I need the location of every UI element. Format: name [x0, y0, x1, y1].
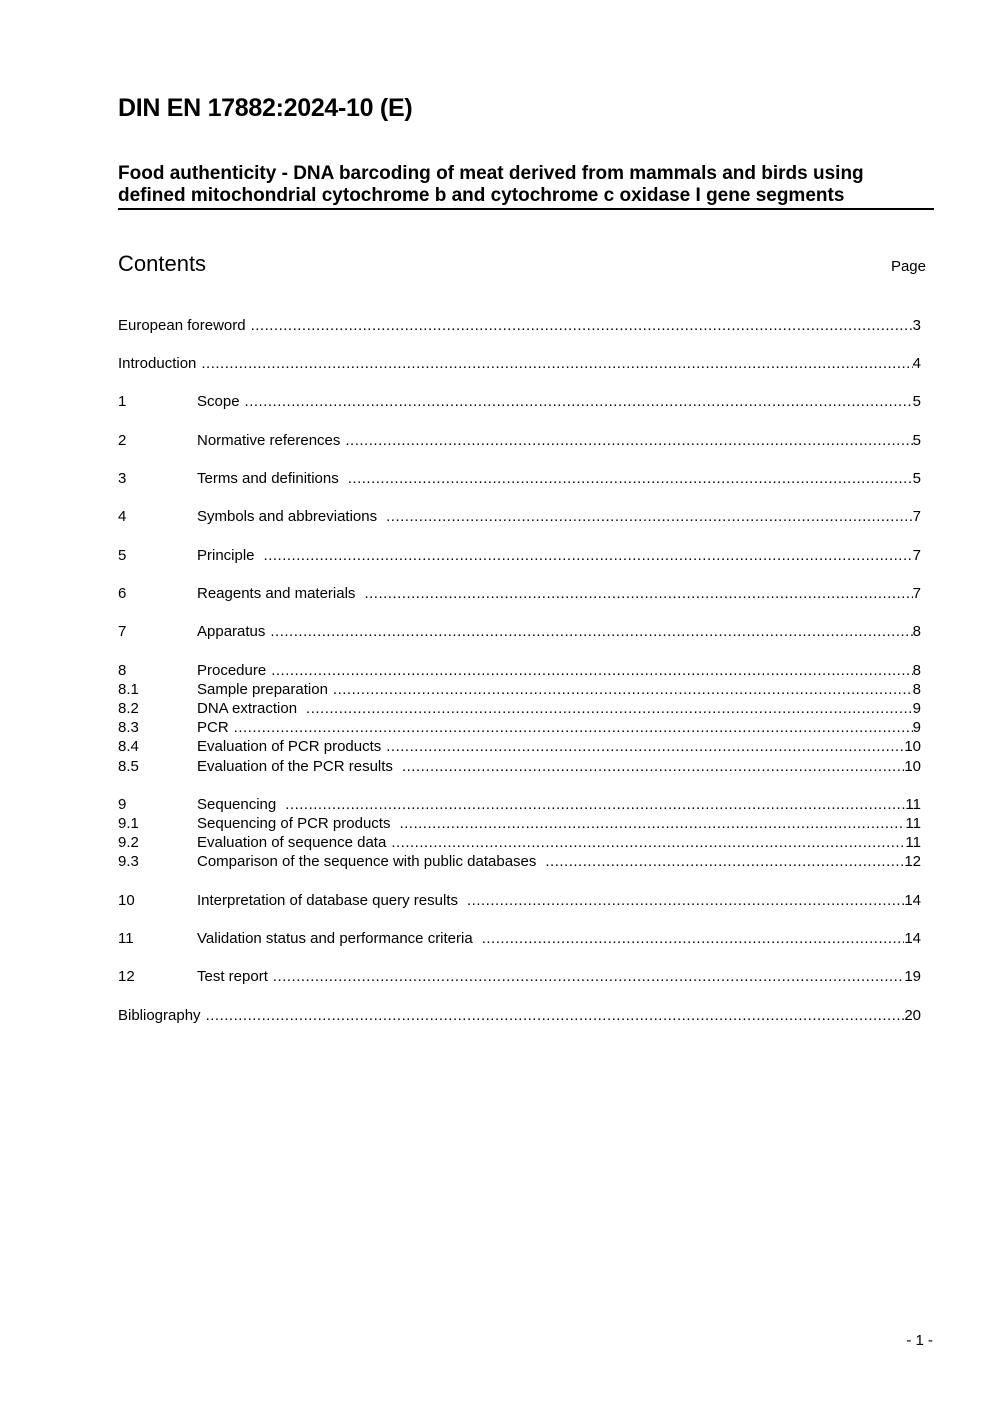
- toc-entry-page: 3: [912, 317, 921, 334]
- toc-entry-title: Apparatus: [197, 623, 266, 640]
- toc-entry-page: 20: [904, 1007, 921, 1024]
- toc-dot-leader: [333, 680, 913, 699]
- toc-entry-number: 8.1: [118, 681, 139, 698]
- toc-entry-8-3-pcr[interactable]: [118, 718, 921, 737]
- toc-entry-page: 14: [904, 892, 921, 909]
- toc-entry-page: 4: [912, 355, 921, 372]
- toc-dot-leader: [245, 392, 913, 411]
- toc-entry-number: 8.3: [118, 719, 139, 736]
- toc-entry-number: 7: [118, 623, 127, 640]
- toc-dot-leader: [273, 967, 904, 986]
- toc-entry-page: 9: [912, 719, 921, 736]
- toc-dot-leader: [399, 814, 905, 833]
- toc-entry-title: Comparison of the sequence with public databases: [197, 853, 537, 870]
- toc-entry-number: 4: [118, 508, 127, 525]
- toc-entry-5-principle[interactable]: [118, 546, 921, 565]
- toc-entry-number: 12: [118, 968, 135, 985]
- toc-entry-8-4-evaluation-of-pcr-products[interactable]: [118, 737, 921, 756]
- toc-entry-page: 11: [905, 815, 921, 832]
- toc-entry-10-interpretation-of-database-query-results[interactable]: [118, 891, 921, 910]
- toc-entry-1-scope[interactable]: [118, 392, 921, 411]
- toc-entry-number: 9.1: [118, 815, 139, 832]
- toc-entry-number: 8.2: [118, 700, 139, 717]
- toc-entry-title: Sample preparation: [197, 681, 328, 698]
- toc-entry-number: 8.4: [118, 738, 139, 755]
- page-column-label: Page: [890, 258, 926, 275]
- toc-entry-title: Introduction: [118, 355, 197, 372]
- toc-dot-leader: [364, 584, 912, 603]
- toc-entry-6-reagents-and-materials[interactable]: [118, 584, 921, 603]
- toc-entry-title: Normative references: [197, 432, 341, 449]
- toc-entry-page: 11: [905, 834, 921, 851]
- toc-entry-9-1-sequencing-of-pcr-products[interactable]: [118, 814, 921, 833]
- toc-entry-page: 8: [912, 662, 921, 679]
- toc-dot-leader: [386, 737, 904, 756]
- toc-dot-leader: [482, 929, 905, 948]
- toc-entry-9-2-evaluation-of-sequence-data[interactable]: [118, 833, 921, 852]
- toc-entry-number: 9.3: [118, 853, 139, 870]
- toc-entry-12-test-report[interactable]: [118, 967, 921, 986]
- footer-page-number: - 1 -: [906, 1332, 933, 1349]
- toc-entry-page: 11: [905, 796, 921, 813]
- toc-entry-page: 12: [904, 853, 921, 870]
- toc-dot-leader: [345, 431, 912, 450]
- toc-entry-8-1-sample-preparation[interactable]: [118, 680, 921, 699]
- toc-entry-title: Terms and definitions: [197, 470, 339, 487]
- document-id: DIN EN 17882:2024-10 (E): [118, 94, 413, 122]
- toc-dot-leader: [467, 891, 904, 910]
- toc-entry-number: 2: [118, 432, 127, 449]
- toc-entry-title: Bibliography: [118, 1007, 201, 1024]
- toc-dot-leader: [270, 622, 912, 641]
- toc-entry-introduction[interactable]: [118, 354, 921, 373]
- toc-entry-page: 19: [904, 968, 921, 985]
- toc-entry-3-terms-and-definitions[interactable]: [118, 469, 921, 488]
- toc-entry-european-foreword[interactable]: [118, 316, 921, 335]
- toc-dot-leader: [271, 661, 912, 680]
- toc-entry-page: 9: [912, 700, 921, 717]
- toc-entry-title: European foreword: [118, 317, 246, 334]
- contents-heading: Contents: [118, 251, 207, 276]
- toc-dot-leader: [234, 718, 913, 737]
- toc-entry-number: 6: [118, 585, 127, 602]
- toc-entry-page: 10: [904, 738, 921, 755]
- toc-entry-bibliography[interactable]: [118, 1006, 921, 1025]
- toc-entry-number: 10: [118, 892, 135, 909]
- toc-entry-title: Evaluation of the PCR results: [197, 758, 393, 775]
- document-title-line-2: defined mitochondrial cytochrome b and cytochrome c oxidase I gene segments: [118, 185, 845, 206]
- toc-entry-page: 8: [912, 681, 921, 698]
- toc-entry-page: 7: [912, 585, 921, 602]
- toc-entry-title: Test report: [197, 968, 268, 985]
- toc-entry-title: Principle: [197, 547, 255, 564]
- toc-entry-number: 9.2: [118, 834, 139, 851]
- document-title: [118, 163, 934, 210]
- toc-dot-leader: [264, 546, 913, 565]
- toc-entry-page: 5: [912, 393, 921, 410]
- toc-entry-number: 8: [118, 662, 127, 679]
- toc-entry-title: DNA extraction: [197, 700, 298, 717]
- toc-entry-number: 1: [118, 393, 127, 410]
- toc-dot-leader: [391, 833, 905, 852]
- toc-dot-leader: [348, 469, 913, 488]
- toc-dot-leader: [251, 316, 913, 335]
- toc-entry-8-5-evaluation-of-the-pcr-results[interactable]: [118, 757, 921, 776]
- toc-entry-11-validation-status[interactable]: [118, 929, 921, 948]
- toc-entry-9-3-comparison-with-public-databases[interactable]: [118, 852, 921, 871]
- toc-dot-leader: [285, 795, 905, 814]
- toc-dot-leader: [306, 699, 913, 718]
- toc-entry-number: 3: [118, 470, 127, 487]
- toc-entry-number: 8.5: [118, 758, 139, 775]
- toc-entry-2-normative-references[interactable]: [118, 431, 921, 450]
- toc-entry-title: Procedure: [197, 662, 267, 679]
- toc-entry-title: Sequencing: [197, 796, 277, 813]
- toc-entry-page: 7: [912, 508, 921, 525]
- toc-entry-page: 10: [904, 758, 921, 775]
- toc-entry-page: 5: [912, 432, 921, 449]
- toc-entry-title: Interpretation of database query results: [197, 892, 458, 909]
- toc-entry-page: 8: [912, 623, 921, 640]
- toc-dot-leader: [386, 507, 913, 526]
- toc-entry-title: Reagents and materials: [197, 585, 356, 602]
- toc-entry-title: Validation status and performance criteria: [197, 930, 473, 947]
- toc-entry-title: Evaluation of sequence data: [197, 834, 387, 851]
- toc-dot-leader: [206, 1006, 905, 1025]
- toc-entry-number: 5: [118, 547, 127, 564]
- toc-entry-9-sequencing[interactable]: [118, 795, 921, 814]
- toc-entry-number: 11: [118, 930, 134, 947]
- toc-entry-8-2-dna-extraction[interactable]: [118, 699, 921, 718]
- toc-entry-title: Scope: [197, 393, 240, 410]
- toc-dot-leader: [402, 757, 904, 776]
- toc-entry-number: 9: [118, 796, 127, 813]
- toc-entry-page: 5: [912, 470, 921, 487]
- toc-entry-page: 14: [904, 930, 921, 947]
- toc-entry-title: PCR: [197, 719, 229, 736]
- toc-entry-page: 7: [912, 547, 921, 564]
- toc-entry-title: Symbols and abbreviations: [197, 508, 378, 525]
- toc-entry-title: Sequencing of PCR products: [197, 815, 391, 832]
- toc-dot-leader: [545, 852, 904, 871]
- document-title-line-1: Food authenticity - DNA barcoding of meat derived from mammals and birds using: [118, 163, 864, 184]
- toc-entry-8-procedure[interactable]: [118, 661, 921, 680]
- toc-entry-title: Evaluation of PCR products: [197, 738, 382, 755]
- toc-dot-leader: [201, 354, 912, 373]
- toc-entry-7-apparatus[interactable]: [118, 622, 921, 641]
- toc-entry-4-symbols-and-abbreviations[interactable]: [118, 507, 921, 526]
